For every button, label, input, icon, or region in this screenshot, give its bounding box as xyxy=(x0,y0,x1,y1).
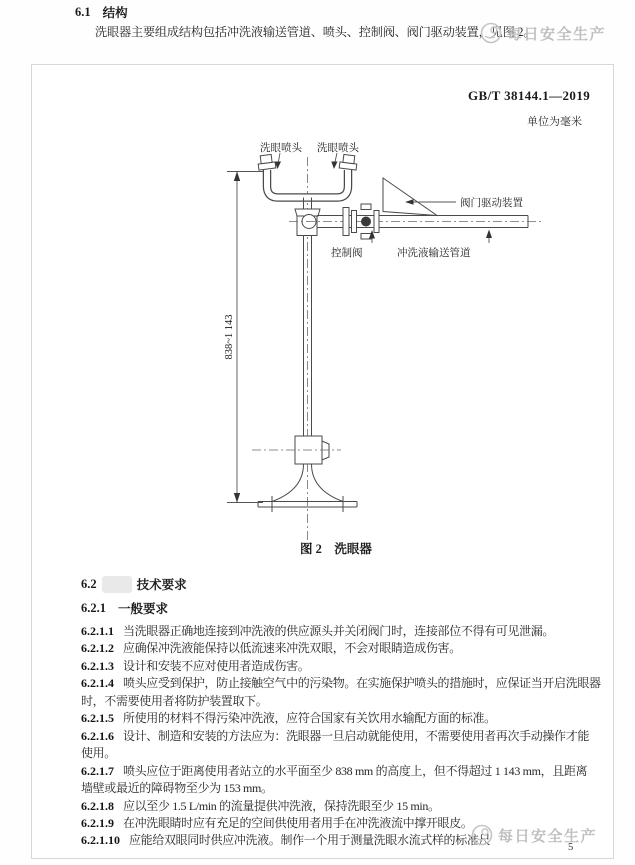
page-number: 5 xyxy=(568,842,574,853)
clause-line: 6.2.1.1 当洗眼器正确地连接到冲洗液的供应源头并关闭阀门时，连接部位不得有可见泄漏。 xyxy=(81,624,555,638)
base-flare-left xyxy=(272,464,304,502)
eyewash-station-diagram xyxy=(215,130,560,570)
clause-line: 6.2.1.4 喷头应受到保护，防止接触空气中的污染物。在实施保护喷头的措施时，应保证当开启洗眼器 xyxy=(81,676,601,691)
clause-line-continuation: 墙壁或最近的障碍物至少为 153 mm。 xyxy=(81,781,273,796)
clause-line: 6.2.1.5 所使用的材料不得污染冲洗液，应符合国家有关饮用水输配方面的标准。 xyxy=(81,711,496,726)
clause-line: 6.2.1.10 应能给双眼同时供应冲洗液。制作一个用于测量洗眼水流式样的标准尺 xyxy=(81,833,491,848)
watermark-text: 每日安全生产 xyxy=(498,828,598,845)
section-number: 6.1 xyxy=(75,4,91,19)
watermark-bottom xyxy=(470,822,597,848)
section-title: 技术要求 xyxy=(136,578,187,592)
figure-caption: 图 2 洗眼器 xyxy=(300,542,372,556)
clause-line: 6.2.1.6 设计、制造和安装的方法应为：洗眼器一旦启动就能使用，不需要使用者再次手动操作才能 xyxy=(81,728,590,743)
clause-line-continuation: 使用。 xyxy=(81,746,116,761)
label-supply-pipe: 冲洗液输送管道 xyxy=(397,248,471,259)
valve-core xyxy=(361,217,371,227)
unit-note: 单位为毫米 xyxy=(527,116,582,128)
clause-line: 6.2.1.9 在冲洗眼睛时应有充足的空间供使用者用手在冲洗液流中撑开眼皮。 xyxy=(81,815,473,830)
clause-line: 6.2.1.7 喷头应位于距离使用者站立的水平面至少 838 mm 的高度上，但不得超过 1 143 mm，且距离 xyxy=(81,763,588,778)
label-control-valve: 控制阀 xyxy=(331,248,363,259)
section-6-2-1-heading xyxy=(81,599,168,617)
valve-drive-paddle xyxy=(383,178,437,216)
height-dimension-text: 838~1 143 xyxy=(224,314,235,360)
section-title: 一般要求 xyxy=(118,602,169,616)
watermark-logo-icon xyxy=(470,822,494,848)
spray-head-right xyxy=(339,154,358,170)
label-nozzle-right: 洗眼喷头 xyxy=(317,143,359,154)
clause-line: 6.2.1.2 应确保冲洗液能保持以低流速来冲洗双眼，不会对眼睛造成伤害。 xyxy=(81,641,461,656)
intro-paragraph: 洗眼器主要组成结构包括冲洗液输送管道、喷头、控制阀、阀门驱动装置，见图 2。 xyxy=(95,25,536,39)
clause-line: 6.2.1.8 应以至少 1.5 L/min 的流量提供冲洗液，保持洗眼至少 15 min。 xyxy=(81,798,440,813)
watermark-top xyxy=(479,20,606,46)
clause-list xyxy=(81,623,606,850)
label-nozzle-left: 洗眼喷头 xyxy=(260,143,302,154)
watermark-logo-icon xyxy=(479,20,503,46)
section-title: 结构 xyxy=(102,6,128,20)
watermark-text: 每日安全生产 xyxy=(507,26,607,43)
clause-line: 6.2.1.3 设计和安装不应对使用者造成伤害。 xyxy=(81,658,310,673)
clause-line-continuation: 时，不需要使用者将防护装置取下。 xyxy=(81,693,268,708)
standard-code: GB/T 38144.1—2019 xyxy=(468,88,591,103)
scan-smudge xyxy=(102,576,132,593)
section-number: 6.2 xyxy=(81,576,97,591)
section-number: 6.2.1 xyxy=(81,600,106,615)
label-valve-drive: 阀门驱动装置 xyxy=(460,198,523,209)
spray-head-left xyxy=(257,154,276,170)
section-6-1-heading xyxy=(75,3,128,21)
base-flare-right xyxy=(312,464,344,502)
section-6-2-heading xyxy=(81,575,187,593)
